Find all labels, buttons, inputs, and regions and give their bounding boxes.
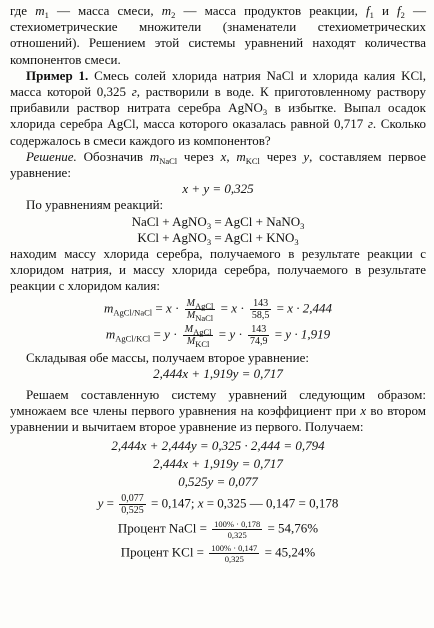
text: = xyxy=(103,495,118,511)
text: Решаем составленную систему уравнений следующим образом: умножаем все члены первого уравнения на коэффициент при xyxy=(10,387,426,419)
denominator: 0,325 xyxy=(227,530,247,541)
result: x · 2,444 xyxy=(287,300,332,316)
answer-line xyxy=(10,493,426,516)
fraction-values xyxy=(250,298,272,321)
sub: 2 xyxy=(171,10,176,20)
var-f2: f xyxy=(397,3,401,18)
text: — масса смеси, xyxy=(48,3,162,18)
numerator: 143 xyxy=(250,298,272,310)
sub: 3 xyxy=(206,236,212,247)
sub: AgCl/NaCl xyxy=(113,307,153,318)
text: · xyxy=(169,326,181,342)
result: y · 1,919 xyxy=(285,326,331,342)
sub: 3 xyxy=(262,107,268,118)
reaction-nacl xyxy=(10,214,426,230)
sub: KCl xyxy=(245,155,260,166)
var-y: y xyxy=(97,495,104,511)
text: = xyxy=(152,300,166,316)
sub: 1 xyxy=(369,10,374,20)
formula-agcl-nacl xyxy=(10,298,426,321)
text: Смесь солей хлорида натрия NaCl и хлорида калия KCl, масса которой 0,325 xyxy=(10,67,427,100)
sub: 2 xyxy=(400,10,405,20)
var-m: m xyxy=(105,326,116,342)
var-m: m xyxy=(149,148,160,164)
system-line-3: 0,525y = 0,077 xyxy=(178,474,258,490)
var-m2: m xyxy=(161,3,172,18)
text: Обозначив xyxy=(76,148,150,164)
text: = 0,325 — 0,147 = 0,178 xyxy=(203,495,339,511)
var-x: x xyxy=(197,495,204,511)
text: · xyxy=(237,300,248,316)
var-M: M xyxy=(186,297,195,309)
denominator: 0,525 xyxy=(121,505,144,517)
mass-paragraph: находим массу хлорида серебра, получаемого в результате реакции с хлоридом натрия, и массу хлорида серебра, получаемого в результате реакции с хлоридом калия: xyxy=(10,246,426,294)
numerator: 100% · 0,147 xyxy=(211,543,258,554)
text: · xyxy=(171,300,183,316)
text: = 0,147; xyxy=(150,495,198,511)
reaction-kcl xyxy=(10,230,426,246)
text: в избытке. Выпал осадок хлорида серебра AgCl, масса которого оказалась равной 0,717 xyxy=(10,100,426,132)
text: во втором уравнении и вычитаем второе уравнение из первого. Получаем: xyxy=(10,403,426,435)
text: = xyxy=(150,326,165,342)
var-m1: m xyxy=(35,3,45,18)
sub: 3 xyxy=(294,236,299,247)
var-f1: f xyxy=(365,3,370,18)
var-M: M xyxy=(184,323,194,335)
numerator: 0,077 xyxy=(121,493,144,505)
result: = 45,24% xyxy=(264,544,316,560)
sub: AgCl xyxy=(194,300,214,311)
var-M: M xyxy=(186,309,196,321)
text: и xyxy=(373,3,398,18)
text: через xyxy=(259,148,304,164)
result: = 54,76% xyxy=(267,520,319,536)
fraction-molar xyxy=(185,298,216,321)
fraction-molar xyxy=(183,324,214,347)
var-M: M xyxy=(186,335,196,347)
sub: KCl xyxy=(195,338,210,349)
var-y: y xyxy=(164,326,170,342)
text: = xyxy=(276,300,288,316)
text: . Сколько содержалось в смеси каждого из компонентов? xyxy=(10,116,426,148)
intro-paragraph xyxy=(10,3,426,68)
text: где xyxy=(10,3,36,18)
percent-kcl xyxy=(10,543,426,564)
text: KCl + AgNO xyxy=(137,229,207,245)
text: через xyxy=(177,148,221,164)
unit: г xyxy=(131,84,137,100)
denominator: 58,5 xyxy=(251,309,270,321)
system-line-2: 2,444x + 1,919y = 0,717 xyxy=(153,455,283,471)
label: Процент NaCl = xyxy=(117,520,211,536)
equation-first: x + y = 0,325 xyxy=(182,181,254,197)
text: NaCl + AgNO xyxy=(131,213,207,229)
text: = xyxy=(274,326,286,342)
sub: 1 xyxy=(44,10,49,20)
var-x: x xyxy=(220,148,227,164)
sub: NaCl xyxy=(159,155,178,166)
unit: г xyxy=(367,116,373,132)
solve-paragraph xyxy=(10,387,426,436)
var-y: y xyxy=(229,326,236,342)
sub: 3 xyxy=(206,220,212,231)
sub: NaCl xyxy=(195,312,214,323)
numerator: 100% · 0,178 xyxy=(214,519,261,530)
text: — масса продуктов реакции, xyxy=(175,3,358,18)
sub: AgCl xyxy=(193,326,212,337)
fraction-percent xyxy=(212,519,262,540)
text: , растворили в воде. К приготовленному раствору прибавили раствор нитрата серебра AgNO xyxy=(10,84,426,116)
label: Процент KCl = xyxy=(120,544,208,560)
numerator: 143 xyxy=(248,324,270,336)
example-paragraph xyxy=(10,68,426,149)
var-x: x xyxy=(165,300,172,316)
denominator: 74,9 xyxy=(249,335,268,347)
text: = AgCl + NaNO xyxy=(211,213,301,229)
sub: AgCl/KCl xyxy=(115,333,151,344)
fraction-percent xyxy=(209,543,259,564)
reactions-intro: По уравнениям реакций: xyxy=(26,197,164,213)
var-m: m xyxy=(236,148,246,164)
text: = AgCl + KNO xyxy=(211,229,295,245)
system-line-1: 2,444x + 2,444y = 0,325 · 2,444 = 0,794 xyxy=(111,437,325,453)
fraction-values xyxy=(248,324,270,347)
text: , составляем первое уравнение: xyxy=(10,148,426,181)
denominator: 0,325 xyxy=(224,554,244,565)
fraction-answer xyxy=(119,493,146,516)
var-x: x xyxy=(360,403,367,419)
formula-agcl-kcl xyxy=(10,324,426,347)
text: = xyxy=(218,326,230,342)
second-eq-text: Складывая обе массы, получаем второе уравнение: xyxy=(26,349,309,365)
var-m: m xyxy=(104,300,114,316)
percent-nacl xyxy=(10,519,426,540)
var-y: y xyxy=(303,148,310,164)
example-label: Пример 1. xyxy=(26,67,89,83)
solution-paragraph xyxy=(10,149,426,181)
text: — стехиометрические множители (знаменатели стехиометрических отношений). Решением этой системы уравнений находят количества компонентов смеси. xyxy=(10,3,427,67)
sub: 3 xyxy=(300,220,305,231)
text: , xyxy=(226,148,237,164)
equation-second: 2,444x + 1,919y = 0,717 xyxy=(153,365,283,381)
text: = xyxy=(220,300,232,316)
solution-label: Решение. xyxy=(26,148,77,164)
var-x: x xyxy=(231,300,237,316)
text: · xyxy=(235,326,246,342)
